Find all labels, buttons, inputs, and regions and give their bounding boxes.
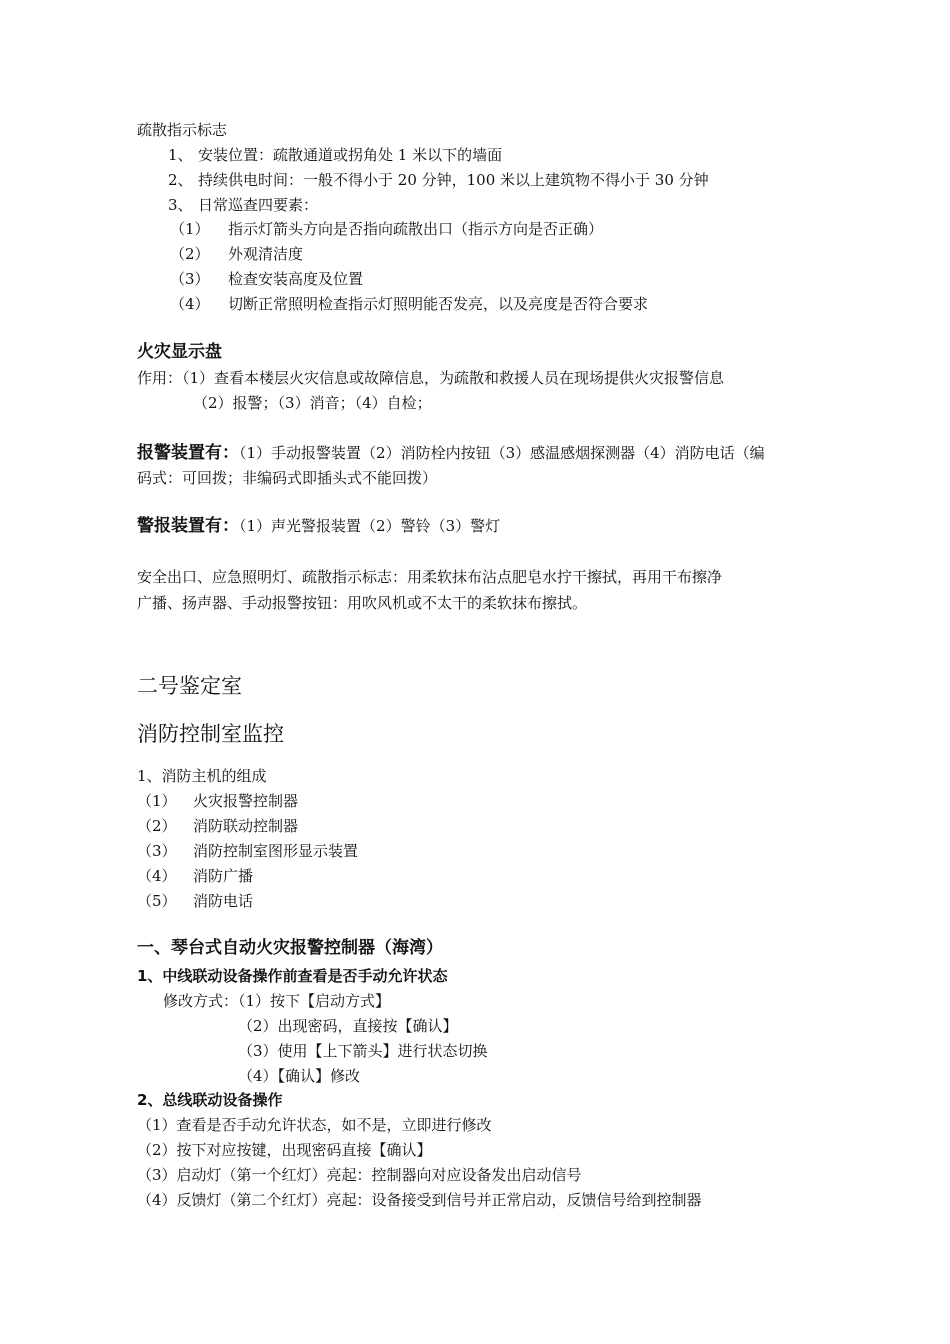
host-item-1: （1） 火灾报警控制器 (137, 792, 299, 810)
haiwan-s2-step-3: （3）启动灯（第一个红灯）亮起：控制器向对应设备发出启动信号 (137, 1166, 582, 1184)
evac-sub-3: （3） 检查安装高度及位置 (170, 270, 364, 288)
haiwan-s1-step-1: 修改方式：（1）按下【启动方式】 (163, 992, 391, 1010)
fire-display-line-1: 作用：（1）查看本楼层火灾信息或故障信息，为疏散和救援人员在现场提供火灾报警信息 (137, 369, 725, 387)
haiwan-title: 一、琴台式自动火灾报警控制器（海湾） (137, 938, 443, 958)
fire-display-line-2: （2）报警；（3）消音；（4）自检； (193, 394, 432, 412)
control-room-intro: 1、消防主机的组成 (137, 767, 267, 785)
evac-sub-2: （2） 外观清洁度 (170, 245, 304, 263)
fire-display-title: 火灾显示盘 (137, 342, 222, 362)
evac-sub-1: （1） 指示灯箭头方向是否指向疏散出口（指示方向是否正确） (170, 220, 604, 238)
host-item-4: （4） 消防广播 (137, 867, 254, 885)
alarm-devices-label: 报警装置有： (137, 443, 239, 463)
alarm-devices-line-1: 报警装置有：（1）手动报警装置（2）消防栓内按钮（3）感温感烟探测器（4）消防电话（编 (137, 443, 765, 463)
alarm-devices-line-2: 码式：可回拨；非编码式即插头式不能回拨） (137, 469, 438, 487)
evac-item-1: 1、 安装位置：疏散通道或拐角处 1 米以下的墙面 (168, 146, 503, 164)
evac-item-2: 2、 持续供电时间：一般不得小于 20 分钟，100 米以上建筑物不得小于 30 分钟 (168, 171, 709, 189)
warning-devices-line: 警报装置有：（1）声光警报装置（2）警铃（3）警灯 (137, 516, 501, 536)
warning-devices-label: 警报装置有： (137, 516, 239, 536)
cleaning-line-2: 广播、扬声器、手动报警按钮：用吹风机或不太干的柔软抹布擦拭。 (137, 594, 588, 612)
cleaning-line-1: 安全出口、应急照明灯、疏散指示标志：用柔软抹布沾点肥皂水拧干擦拭，再用干布擦净 (137, 568, 723, 586)
haiwan-s1-step-2: （2）出现密码，直接按【确认】 (238, 1017, 458, 1035)
host-item-5: （5） 消防电话 (137, 892, 254, 910)
evac-sub-4: （4） 切断正常照明检查指示灯照明能否发亮，以及亮度是否符合要求 (170, 295, 649, 313)
haiwan-s1-lead: 修改方式： (163, 992, 239, 1010)
haiwan-s2-step-2: （2）按下对应按键，出现密码直接【确认】 (137, 1141, 432, 1159)
room2-title: 二号鉴定室 (137, 674, 242, 698)
evac-title: 疏散指示标志 (137, 121, 228, 139)
haiwan-s2-step-1: （1）查看是否手动允许状态，如不是，立即进行修改 (137, 1116, 492, 1134)
haiwan-s2-step-4: （4）反馈灯（第二个红灯）亮起：设备接受到信号并正常启动，反馈信号给到控制器 (137, 1191, 702, 1209)
haiwan-s1-title: 1、中线联动设备操作前查看是否手动允许状态 (137, 967, 448, 985)
host-item-3: （3） 消防控制室图形显示装置 (137, 842, 359, 860)
control-room-title: 消防控制室监控 (137, 722, 284, 746)
host-item-2: （2） 消防联动控制器 (137, 817, 299, 835)
haiwan-s1-step-4: （4）【确认】修改 (238, 1067, 361, 1085)
haiwan-s1-step-3: （3）使用【上下箭头】进行状态切换 (238, 1042, 488, 1060)
haiwan-s2-title: 2、总线联动设备操作 (137, 1091, 283, 1109)
evac-item-3: 3、 日常巡查四要素： (168, 196, 319, 214)
